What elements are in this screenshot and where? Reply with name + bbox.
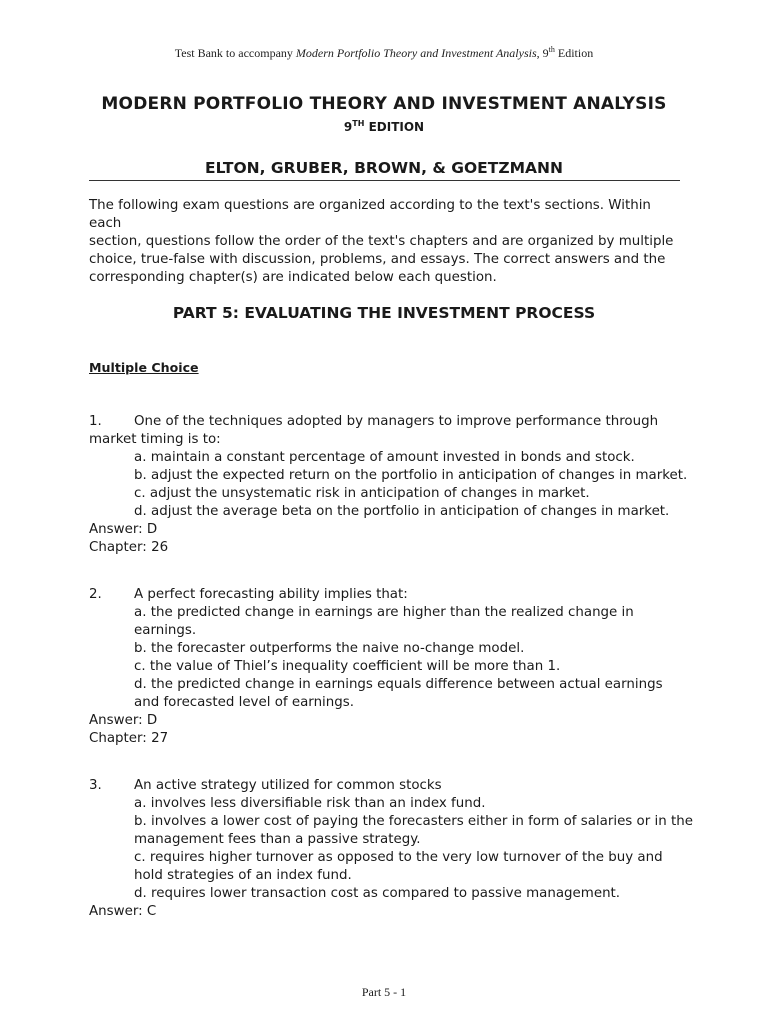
answer-option: and forecasted level of earnings. [134, 695, 354, 710]
answer-option: b. the forecaster outperforms the naive no-change model. [134, 641, 525, 656]
answer-option: d. the predicted change in earnings equals difference between actual earnings [134, 677, 663, 692]
answer-option: management fees than a passive strategy. [134, 832, 421, 847]
answer-key: Answer: C [89, 904, 157, 919]
answer-option: a. the predicted change in earnings are higher than the realized change in [134, 605, 634, 620]
answer-option: c. the value of Thiel’s inequality coefficient will be more than 1. [134, 659, 561, 674]
answer-key: Answer: D [89, 713, 158, 728]
edition-label: 9TH EDITION [343, 119, 425, 134]
chapter-ref: Chapter: 26 [89, 540, 169, 555]
chapter-ref: Chapter: 27 [89, 731, 169, 746]
answer-key: Answer: D [89, 522, 158, 537]
answer-option: b. adjust the expected return on the portfolio in anticipation of changes in market. [134, 468, 688, 483]
page-footer: Part 5 - 1 [361, 985, 407, 999]
section-heading: Multiple Choice [89, 360, 199, 375]
question-stem: One of the techniques adopted by managers to improve performance through [134, 414, 659, 429]
answer-option: c. requires higher turnover as opposed to the very low turnover of the buy and [134, 850, 663, 865]
answer-option: hold strategies of an index fund. [134, 868, 352, 883]
document-title: MODERN PORTFOLIO THEORY AND INVESTMENT ANALYSIS [101, 94, 667, 114]
answer-option: a. involves less diversifiable risk than an index fund. [134, 796, 486, 811]
question-number: 1. [89, 414, 102, 429]
answer-option: earnings. [134, 623, 197, 638]
question-2 [89, 586, 689, 748]
answer-option: b. involves a lower cost of paying the forecasters either in form of salaries or in the [134, 814, 693, 829]
header-divider [89, 180, 680, 181]
intro-line: choice, true-false with discussion, problems, and essays. The correct answers and the [89, 252, 666, 267]
answer-option: d. adjust the average beta on the portfolio in anticipation of changes in market. [134, 504, 670, 519]
question-1 [89, 413, 689, 557]
authors-line: ELTON, GRUBER, BROWN, & GOETZMANN [205, 159, 563, 177]
question-3 [89, 777, 693, 921]
intro-paragraph [89, 197, 681, 287]
intro-line: The following exam questions are organized according to the text's sections. Within each [89, 198, 651, 231]
question-stem: An active strategy utilized for common stocks [134, 778, 442, 793]
answer-option: d. requires lower transaction cost as compared to passive management. [134, 886, 621, 901]
answer-option: a. maintain a constant percentage of amount invested in bonds and stock. [134, 450, 635, 465]
running-header: Test Bank to accompany Modern Portfolio Theory and Investment Analysis, 9th Edition [174, 45, 594, 60]
answer-option: c. adjust the unsystematic risk in anticipation of changes in market. [134, 486, 590, 501]
intro-line: section, questions follow the order of the text's chapters and are organized by multiple [89, 234, 674, 249]
question-stem-continued: market timing is to: [89, 432, 221, 447]
question-stem: A perfect forecasting ability implies that: [134, 587, 408, 602]
question-number: 2. [89, 587, 102, 602]
question-number: 3. [89, 778, 102, 793]
part-heading: PART 5: EVALUATING THE INVESTMENT PROCESS [172, 304, 596, 322]
intro-line: corresponding chapter(s) are indicated below each question. [89, 270, 497, 285]
